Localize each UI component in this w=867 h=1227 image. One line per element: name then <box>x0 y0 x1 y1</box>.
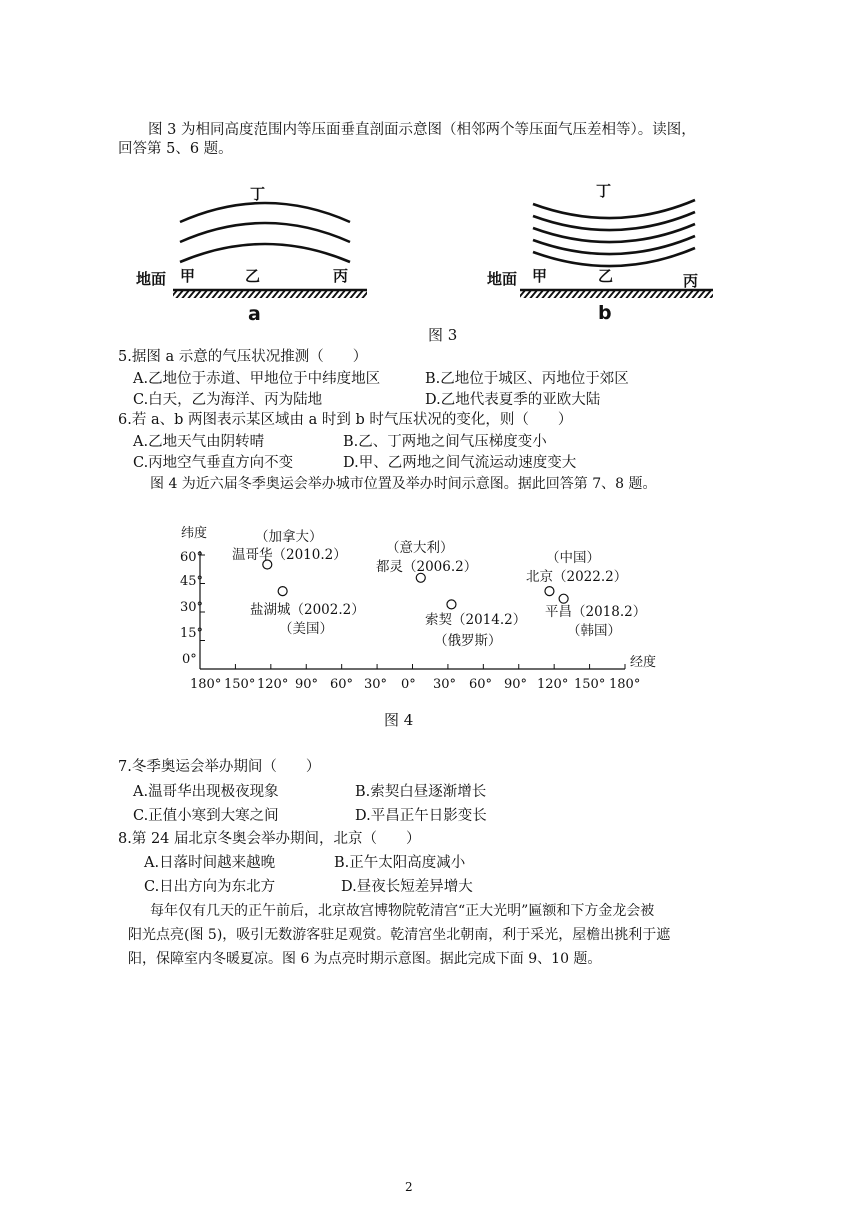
question-7-option-c: C.正值小寒到大寒之间 <box>133 808 279 824</box>
turin-country-label: （意大利） <box>386 540 454 556</box>
panel-a-point-2: 乙 <box>245 267 261 285</box>
intro-1-line-2: 回答第 5、6 题。 <box>118 141 233 157</box>
saltlake-country-label: （美国） <box>279 621 333 637</box>
question-5-option-a: A.乙地位于赤道、甲地位于中纬度地区 <box>133 371 381 387</box>
page-number: 2 <box>405 1180 413 1194</box>
question-6-option-c: C.丙地空气垂直方向不变 <box>133 455 294 471</box>
intro-3-line-1: 每年仅有几天的正午前后，北京故宫博物院乾清宫“正大光明”匾额和下方金龙会被 <box>150 903 655 919</box>
x-tick-label: 150° <box>574 677 606 692</box>
pyeongchang-country-label: （韩国） <box>567 623 621 639</box>
x-tick-label: 120° <box>537 677 569 692</box>
panel-b-point-3: 丙 <box>683 272 699 290</box>
vancouver-label: 温哥华（2010.2） <box>232 547 347 563</box>
question-5-option-c: C.白天，乙为海洋、丙为陆地 <box>133 392 323 408</box>
x-tick-label: 90° <box>295 677 319 692</box>
panel-a-ground-hatch <box>173 291 367 298</box>
figure-3-caption: 图 3 <box>428 326 458 344</box>
x-tick-label: 30° <box>364 677 388 692</box>
x-tick-label: 60° <box>469 677 493 692</box>
panel-a-ground-label: 地面 <box>136 270 167 288</box>
y-axis-title: 纬度 <box>181 526 208 541</box>
question-7-option-a: A.温哥华出现极夜现象 <box>133 784 279 800</box>
figure-4-caption: 图 4 <box>384 711 414 729</box>
sochi-country-label: （俄罗斯） <box>434 633 502 649</box>
question-8-option-d: D.昼夜长短差异增大 <box>341 879 473 895</box>
saltlake-label: 盐湖城（2002.2） <box>250 602 365 618</box>
question-8-option-a: A.日落时间越来越晚 <box>144 855 276 871</box>
panel-a-top-label: 丁 <box>250 185 266 203</box>
question-5-stem: 5.据图 a 示意的气压状况推测（ ） <box>118 349 368 365</box>
panel-b-ground-label: 地面 <box>487 270 518 288</box>
intro-1-line-1: 图 3 为相同高度范围内等压面垂直剖面示意图（相邻两个等压面气压差相等）。读图， <box>148 122 696 138</box>
x-tick-label: 180° <box>190 677 222 692</box>
question-8-option-b: B.正午太阳高度减小 <box>334 855 466 871</box>
panel-a-label: a <box>248 303 261 325</box>
y-tick-label: 0° <box>182 652 197 667</box>
sochi-label: 索契（2014.2） <box>425 612 527 628</box>
question-6-stem: 6.若 a、b 两图表示某区域由 a 时到 b 时气压状况的变化，则（ ） <box>118 412 573 428</box>
x-tick-label: 60° <box>330 677 354 692</box>
intro-2: 图 4 为近六届冬季奥运会举办城市位置及举办时间示意图。据此回答第 7、8 题。 <box>150 476 657 492</box>
y-tick-label: 60° <box>180 550 204 565</box>
question-6-option-b: B.乙、丁两地之间气压梯度变小 <box>343 434 547 450</box>
question-7-stem: 7.冬季奥运会举办期间（ ） <box>118 759 321 775</box>
y-tick-label: 15° <box>180 626 204 641</box>
panel-a-point-3: 丙 <box>333 267 349 285</box>
beijing-country-label: （中国） <box>546 550 600 566</box>
figure-3-diagram <box>125 172 745 332</box>
question-7-option-b: B.索契白昼逐渐增长 <box>355 784 487 800</box>
city-point <box>278 587 287 596</box>
question-5-option-d: D.乙地代表夏季的亚欧大陆 <box>425 392 601 408</box>
beijing-label: 北京（2022.2） <box>526 569 628 585</box>
question-7-option-d: D.平昌正午日影变长 <box>355 808 487 824</box>
x-axis-title: 经度 <box>630 655 657 670</box>
x-tick-label: 180° <box>609 677 641 692</box>
intro-3-line-3: 阳，保障室内冬暖夏凉。图 6 为点亮时期示意图。据此完成下面 9、10 题。 <box>128 951 602 967</box>
question-6-option-d: D.甲、乙两地之间气流运动速度变大 <box>343 455 577 471</box>
intro-3-line-2: 阳光点亮(图 5)，吸引无数游客驻足观赏。乾清宫坐北朝南，利于采光，屋檐出挑利于遮 <box>128 927 671 943</box>
x-tick-label: 120° <box>257 677 289 692</box>
x-tick-label: 90° <box>504 677 528 692</box>
y-tick-label: 30° <box>180 600 204 615</box>
x-tick-label: 30° <box>433 677 457 692</box>
panel-b-isobars <box>533 200 695 266</box>
vancouver-country-label: （加拿大） <box>255 529 323 545</box>
question-5-option-b: B.乙地位于城区、丙地位于郊区 <box>425 371 629 387</box>
y-tick-label: 45° <box>180 574 204 589</box>
panel-b-point-1: 甲 <box>532 267 548 285</box>
pyeongchang-label: 平昌（2018.2） <box>545 604 647 620</box>
question-6-option-a: A.乙地天气由阴转晴 <box>133 434 265 450</box>
panel-b-point-2: 乙 <box>598 267 614 285</box>
turin-label: 都灵（2006.2） <box>376 559 478 575</box>
panel-b-ground-hatch <box>520 291 713 298</box>
x-tick-label: 150° <box>224 677 256 692</box>
panel-b-top-label: 丁 <box>596 182 612 200</box>
city-point <box>545 587 554 596</box>
panel-b-label: b <box>598 302 612 324</box>
question-8-stem: 8.第 24 届北京冬奥会举办期间，北京（ ） <box>118 831 421 847</box>
panel-a-isobars <box>180 203 350 262</box>
x-tick-label: 0° <box>401 677 416 692</box>
panel-a-point-1: 甲 <box>180 267 196 285</box>
question-8-option-c: C.日出方向为东北方 <box>144 879 276 895</box>
